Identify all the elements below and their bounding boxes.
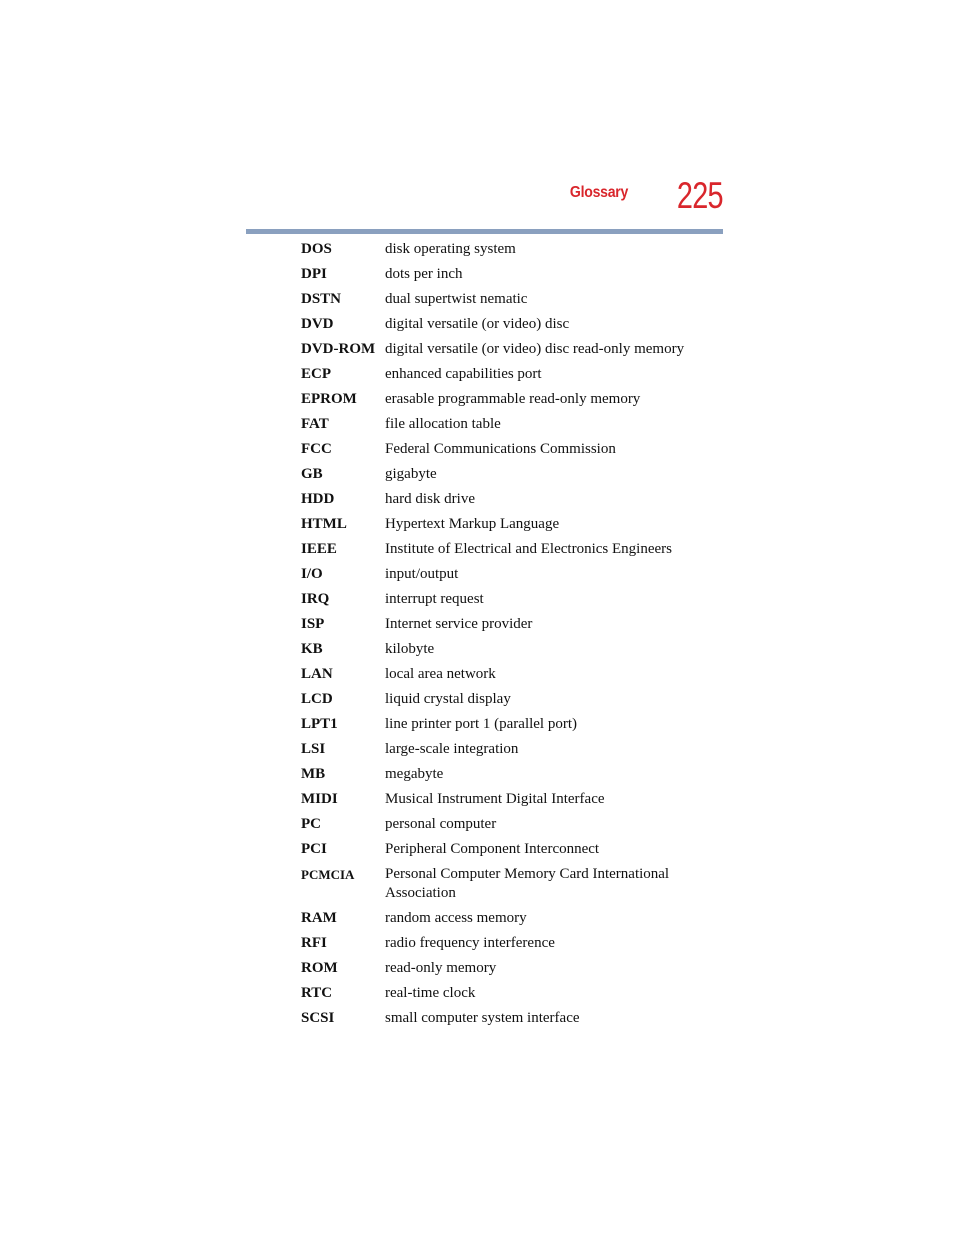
glossary-definition: personal computer [385,816,497,832]
glossary-entry [301,837,723,862]
glossary-definition: gigabyte [385,466,437,482]
glossary-definition: digital versatile (or video) disc [385,316,570,332]
section-title: Glossary [570,184,629,201]
glossary-entry [301,537,723,562]
glossary-term: HTML [301,516,347,532]
glossary-definition: input/output [385,566,459,582]
glossary-definition: read-only memory [385,960,497,976]
glossary-entry [301,387,723,412]
glossary-entry [301,931,723,956]
glossary-term: PCMCIA [301,867,355,882]
glossary-term: FCC [301,441,332,457]
glossary-term: FAT [301,416,329,432]
glossary-list [301,237,723,1031]
glossary-definition: Federal Communications Commission [385,441,616,457]
glossary-entry [301,262,723,287]
glossary-term: KB [301,641,323,657]
glossary-entry [301,437,723,462]
glossary-definition: random access memory [385,910,527,926]
glossary-definition: line printer port 1 (parallel port) [385,716,578,732]
glossary-definition: large-scale integration [385,741,519,757]
glossary-term: SCSI [301,1010,335,1026]
glossary-term: DVD-ROM [301,341,376,357]
glossary-term: I/O [301,566,323,582]
glossary-definition: Musical Instrument Digital Interface [385,791,605,807]
glossary-entry [301,562,723,587]
glossary-term: MIDI [301,791,338,807]
glossary-definition: erasable programmable read-only memory [385,391,641,407]
glossary-entry [301,737,723,762]
glossary-term: MB [301,766,326,782]
glossary-definition: Hypertext Markup Language [385,516,560,532]
page-number: 225 [677,175,723,216]
glossary-term: IEEE [301,541,337,557]
glossary-definition: Personal Computer Memory Card International Association [385,866,670,901]
glossary-entry [301,362,723,387]
glossary-definition: hard disk drive [385,491,475,507]
glossary-term: DPI [301,266,327,282]
glossary-term: PC [301,816,321,832]
glossary-entry [301,906,723,931]
glossary-term: PCI [301,841,327,857]
glossary-entry [301,812,723,837]
glossary-term: ROM [301,960,338,976]
running-head [562,174,723,218]
glossary-term: IRQ [301,591,330,607]
glossary-term: RTC [301,985,333,1001]
glossary-term: LSI [301,741,326,757]
glossary-term: LAN [301,666,333,682]
glossary-entry [301,662,723,687]
glossary-entry [301,237,723,262]
glossary-term: ISP [301,616,325,632]
glossary-term: RFI [301,935,327,951]
glossary-definition: Institute of Electrical and Electronics Engineers [385,541,672,557]
glossary-definition: local area network [385,666,496,682]
glossary-term: LPT1 [301,716,338,732]
glossary-term: HDD [301,491,335,507]
glossary-definition: liquid crystal display [385,691,511,707]
glossary-entry [301,712,723,737]
glossary-entry [301,787,723,812]
glossary-entry [301,1006,723,1031]
glossary-definition: small computer system interface [385,1010,580,1026]
glossary-definition: file allocation table [385,416,501,432]
glossary-entry [301,956,723,981]
glossary-term: DVD [301,316,334,332]
glossary-definition: enhanced capabilities port [385,366,542,382]
glossary-definition: Internet service provider [385,616,533,632]
glossary-entry [301,762,723,787]
glossary-term: DOS [301,241,332,257]
header-rule [246,229,723,234]
glossary-entry [301,487,723,512]
glossary-definition: real-time clock [385,985,476,1001]
glossary-entry [301,587,723,612]
glossary-definition: Peripheral Component Interconnect [385,841,600,857]
glossary-definition: radio frequency interference [385,935,555,951]
glossary-entry [301,312,723,337]
glossary-term: ECP [301,366,331,382]
glossary-entry [301,687,723,712]
glossary-entry [301,337,723,362]
glossary-entry [301,612,723,637]
glossary-definition: disk operating system [385,241,516,257]
glossary-entry [301,981,723,1006]
glossary-definition: dual supertwist nematic [385,291,528,307]
glossary-definition: digital versatile (or video) disc read-only memory [385,341,685,357]
glossary-definition: interrupt request [385,591,484,607]
glossary-definition: megabyte [385,766,444,782]
glossary-entry [301,412,723,437]
glossary-entry [301,862,723,906]
glossary-term: GB [301,466,323,482]
glossary-definition: dots per inch [385,266,463,282]
glossary-term: RAM [301,910,337,926]
glossary-entry [301,287,723,312]
glossary-term: LCD [301,691,333,707]
glossary-entry [301,462,723,487]
glossary-definition: kilobyte [385,641,435,657]
glossary-term: DSTN [301,291,342,307]
glossary-term: EPROM [301,391,357,407]
glossary-entry [301,512,723,537]
glossary-entry [301,637,723,662]
